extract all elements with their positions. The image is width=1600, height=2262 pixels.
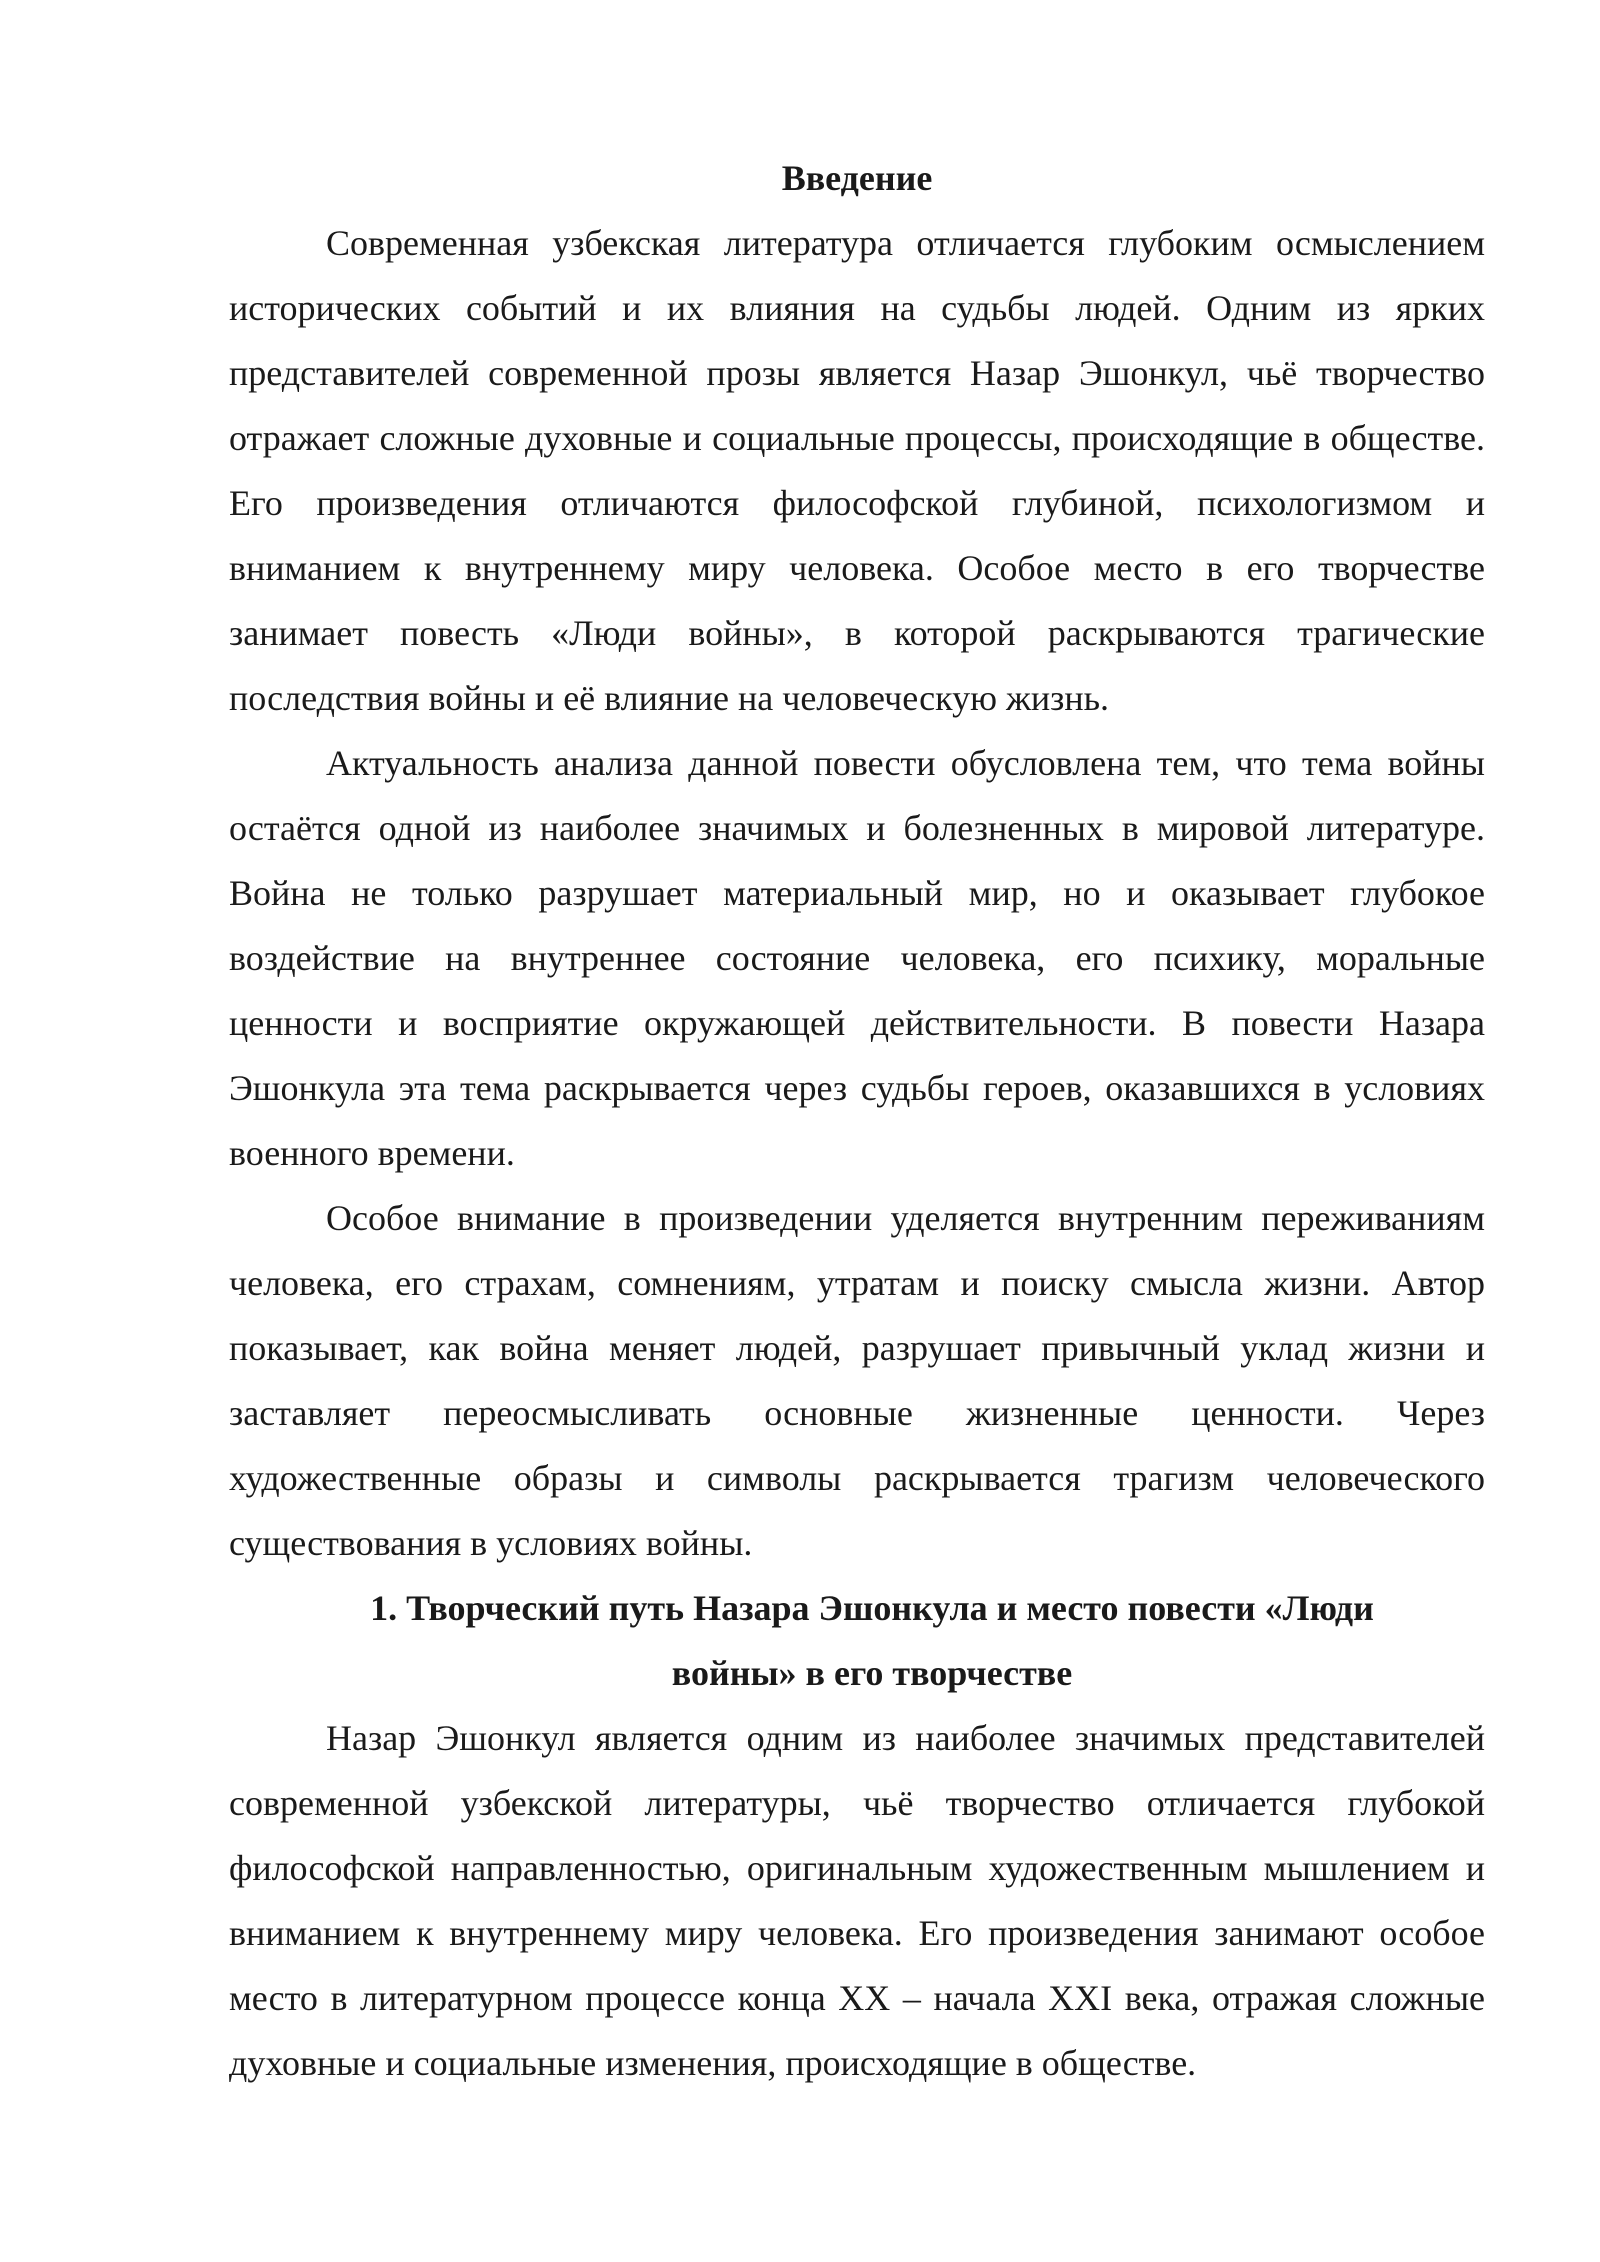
intro-paragraph-2: Актуальность анализа данной повести обусловлена тем, что тема войны остаётся одной из наиболее значимых и болезненных в мировой литературе. Война не только разрушает материальный мир, но и оказывает глубокое воздействие на внутреннее состояние человека, его психику, моральные ценности и восприятие окружающей действительности. В повести Назара Эшонкула эта тема раскрывается через судьбы героев, оказавшихся в условиях военного времени. — [229, 743, 1485, 1173]
section-1-paragraph: Назар Эшонкул является одним из наиболее значимых представителей современной узбекской литературы, чьё творчество отличается глубокой философской направленностью, оригинальным художественным мышлением и вниманием к внутреннему миру человека. Его произведения занимают особое место в литературном процессе конца XX – начала XXI века, отражая сложные духовные и социальные изменения, происходящие в обществе. — [229, 1718, 1485, 2083]
section-1-heading: 1. Творческий путь Назара Эшонкула и место повести «Люди войны» в его творчестве — [370, 1588, 1374, 1693]
document-body — [229, 146, 1485, 2096]
intro-heading: Введение — [781, 158, 933, 198]
intro-paragraph-3: Особое внимание в произведении уделяется внутренним переживаниям человека, его страхам, сомнениям, утратам и поиску смысла жизни. Автор показывает, как война меняет людей, разрушает привычный уклад жизни и заставляет переосмысливать основные жизненные ценности. Через художественные образы и символы раскрывается трагизм человеческого существования в условиях войны. — [229, 1198, 1485, 1563]
intro-paragraph-1: Современная узбекская литература отличается глубоким осмыслением исторических событий и их влияния на судьбы людей. Одним из ярких представителей современной прозы является Назар Эшонкул, чьё творчество отражает сложные духовные и социальные процессы, происходящие в обществе. Его произведения отличаются философской глубиной, психологизмом и вниманием к внутреннему миру человека. Особое место в его творчестве занимает повесть «Люди войны», в которой раскрываются трагические последствия войны и её влияние на человеческую жизнь. — [229, 223, 1485, 718]
